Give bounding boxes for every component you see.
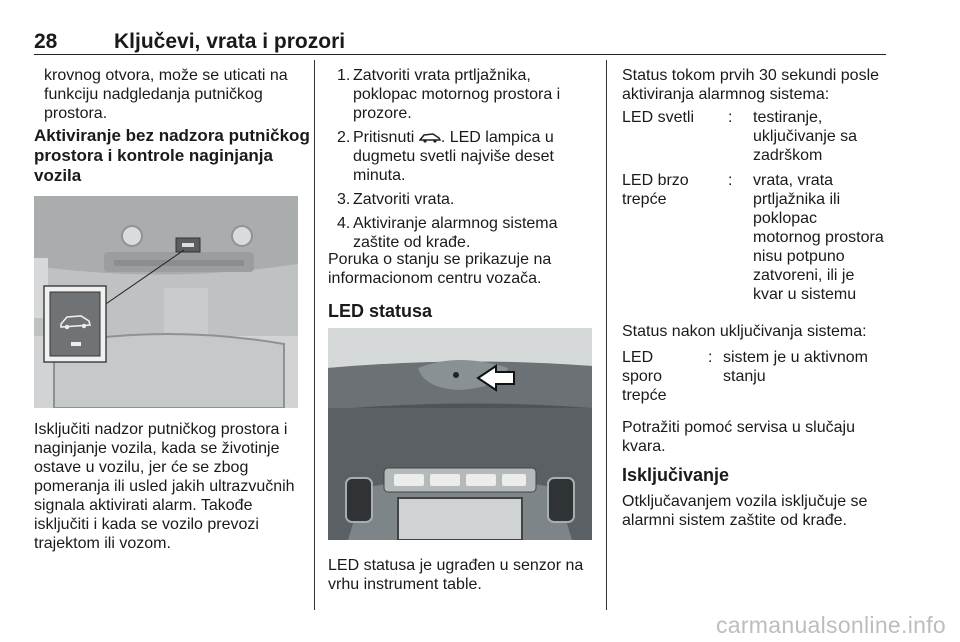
status-colon: :: [708, 349, 713, 366]
tilt-body-paragraph: [34, 420, 310, 553]
status-def-line: zadrškom: [753, 147, 823, 164]
heading-line: prostora i kontrole naginjanja: [34, 146, 273, 165]
body-line: trajektom ili vozom.: [34, 535, 171, 552]
deactivation-line: alarmni sistem zaštite od krađe.: [622, 512, 847, 529]
step-line: zaštite od krađe.: [353, 234, 471, 251]
status-term: trepće: [622, 191, 667, 208]
section-heading-tilt: [34, 126, 310, 186]
status-def-line: nisu potpuno: [753, 248, 845, 265]
body-line: ostave u vozilu, jer će se zbog: [34, 459, 249, 476]
status-colon: :: [728, 172, 733, 189]
message-line: informacionom centru vozača.: [328, 270, 542, 287]
intro-line: prostora.: [44, 105, 108, 122]
body-line: pomeranja ili usled jakih ultrazvučnih: [34, 478, 295, 495]
status-row: [622, 108, 892, 165]
deactivation-line: Otključavanjem vozila isključuje se: [622, 493, 868, 510]
intro-line: krovnog otvora, može se uticati na: [44, 67, 288, 84]
service-paragraph: [622, 418, 892, 456]
status-30s-paragraph: [622, 66, 892, 104]
led-caption: [328, 556, 600, 594]
status-row: [622, 348, 892, 405]
led-status-heading: LED statusa: [328, 301, 433, 321]
step-line: prozore.: [353, 105, 412, 122]
status-def-line: kvar u sistemu: [753, 286, 857, 303]
status-def-line: motornog prostora: [753, 229, 884, 246]
status-30s-table: [622, 108, 892, 310]
caption-line: vrhu instrument table.: [328, 576, 482, 593]
dashboard-led-image: [328, 328, 592, 540]
status-row: [622, 171, 892, 304]
watermark: carmanualsonline.info: [715, 612, 946, 638]
step-item: [328, 128, 600, 185]
body-line: isključiti i kada se vozilo prevozi: [34, 516, 259, 533]
deactivation-paragraph: [622, 492, 892, 530]
intro-paragraph: [44, 66, 308, 123]
heading-line: vozila: [34, 166, 82, 185]
status-term: LED: [622, 349, 654, 366]
status-def-line: uključivanje sa: [753, 128, 858, 145]
step-line: Zatvoriti vrata.: [353, 191, 455, 208]
status-colon: :: [728, 109, 733, 126]
status-def-line: testiranje,: [753, 109, 823, 126]
body-line: Isključiti nadzor putničkog prostora i: [34, 421, 288, 438]
step-line: dugmetu svetli najviše deset: [353, 148, 554, 165]
status-after-table: [622, 348, 892, 411]
step-number: 3.: [337, 191, 351, 208]
body-line: naginjanje vozila, kada se životinje: [34, 440, 280, 457]
message-line: Poruka o stanju se prikazuje na: [328, 251, 552, 268]
caption-line: LED statusa je ugrađen u senzor na: [328, 557, 584, 574]
step-text: Pritisnuti: [353, 129, 415, 146]
header-rule: [34, 54, 886, 55]
status-term: trepće: [622, 387, 667, 404]
message-paragraph: [328, 250, 600, 288]
page-title: Ključevi, vrata i prozori: [114, 30, 346, 53]
status-def-line: zatvoreni, ili je: [753, 267, 855, 284]
step-number: 2.: [337, 129, 351, 146]
status-term: LED svetli: [622, 109, 695, 126]
status-line: Status tokom prvih 30 sekundi posle: [622, 67, 880, 84]
step-item: [328, 190, 600, 209]
step-number: 1.: [337, 67, 351, 84]
status-term: LED brzo: [622, 172, 689, 189]
step-text: . LED lampica u: [440, 129, 554, 146]
body-line: signala aktivirati alarm. Takođe: [34, 497, 253, 514]
status-after-heading: Status nakon uključivanja sistema:: [622, 323, 867, 340]
steps-list: [328, 66, 600, 257]
column-divider-1: [314, 60, 315, 610]
page-number: 28: [34, 30, 58, 53]
status-def-line: prtljažnika ili: [753, 191, 841, 208]
step-line: minuta.: [353, 167, 406, 184]
service-line: Potražiti pomoć servisa u slučaju: [622, 419, 855, 436]
status-term: sporo: [622, 368, 663, 385]
status-def-line: poklopac: [753, 210, 818, 227]
step-line: Zatvoriti vrata prtljažnika,: [353, 67, 531, 84]
car-tilt-icon: [419, 131, 441, 143]
step-number: 4.: [337, 215, 351, 232]
status-def-line: sistem je u aktivnom: [723, 349, 868, 366]
deactivation-heading: Isključivanje: [622, 465, 730, 485]
heading-line: Aktiviranje bez nadzora putničkog: [34, 126, 310, 145]
service-line: kvara.: [622, 438, 666, 455]
status-line: aktiviranja alarmnog sistema:: [622, 86, 830, 103]
step-item: [328, 66, 600, 123]
step-item: [328, 214, 600, 252]
status-def-line: vrata, vrata: [753, 172, 834, 189]
column-divider-2: [606, 60, 607, 610]
intro-line: funkciju nadgledanja putničkog: [44, 86, 263, 103]
step-line: poklopac motornog prostora i: [353, 86, 561, 103]
step-line: Aktiviranje alarmnog sistema: [353, 215, 558, 232]
mirror-console-image: [34, 196, 298, 408]
status-def-line: stanju: [723, 368, 766, 385]
